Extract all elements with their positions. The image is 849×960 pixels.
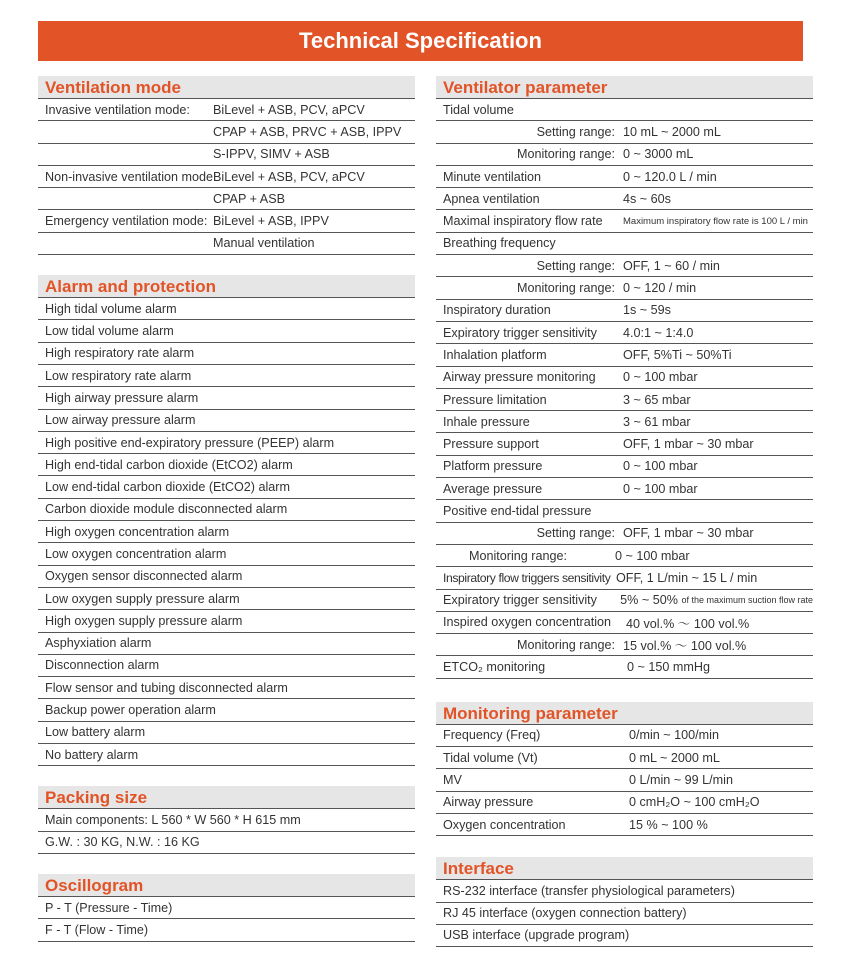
monitoring-parameter-section: [436, 702, 813, 836]
row-label: Breathing frequency: [443, 236, 556, 251]
list-item: [436, 769, 813, 791]
row-label: Monitoring range:: [516, 637, 615, 652]
row-value: 0 ~ 100 mbar: [623, 459, 698, 474]
row-value: 5% ~ 50%: [620, 593, 678, 608]
item-text: High respiratory rate alarm: [45, 346, 195, 361]
row-label: Platform pressure: [443, 459, 543, 474]
list-item: [436, 277, 813, 299]
row-label: Setting range:: [536, 258, 615, 273]
row-value: BiLevel + ASB, PCV, aPCV: [213, 169, 365, 184]
item-text: RS-232 interface (transfer physiological parameters): [443, 883, 735, 898]
list-item: [38, 633, 415, 655]
row-label: Airway pressure: [443, 795, 534, 810]
item-text: P - T (Pressure - Time): [45, 900, 173, 915]
row-value: 40 vol.% ～ 100 vol.%: [626, 616, 750, 631]
row-value: 0 ~ 3000 mL: [623, 147, 694, 162]
list-item: [436, 322, 813, 344]
list-item: [436, 903, 813, 925]
row-value: Manual ventilation: [213, 236, 315, 251]
row-label: MV: [443, 772, 462, 787]
section-heading: Oscillogram: [38, 874, 415, 897]
row-label: Tidal volume: [443, 102, 514, 117]
ventilation-mode-section: [38, 76, 415, 255]
row-value: 0/min ~ 100/min: [629, 728, 719, 743]
row-label: Inspiratory flow triggers sensitivity: [443, 570, 611, 585]
list-item: [436, 433, 813, 455]
item-text: Low battery alarm: [45, 725, 146, 740]
item-text: Carbon dioxide module disconnected alarm: [45, 502, 288, 517]
row-value: 0 ~ 100 mbar: [615, 548, 690, 563]
list-item: [436, 792, 813, 814]
item-text: Low tidal volume alarm: [45, 324, 174, 339]
row-value: BiLevel + ASB, PCV, aPCV: [213, 102, 365, 117]
row-label: Inhale pressure: [443, 414, 530, 429]
item-text: No battery alarm: [45, 747, 139, 762]
row-value: Maximum inspiratory flow rate is 100 L / min: [623, 215, 808, 227]
packing-size-section: [38, 786, 415, 854]
item-text: High airway pressure alarm: [45, 390, 199, 405]
list-item: [38, 298, 415, 320]
list-item: [436, 545, 813, 567]
list-item: [38, 476, 415, 498]
list-item: [436, 188, 813, 210]
list-item: [38, 832, 415, 854]
list-item: [38, 121, 415, 143]
list-item: [436, 166, 813, 188]
list-item: [38, 543, 415, 565]
section-heading: Monitoring parameter: [436, 702, 813, 725]
list-item: [436, 210, 813, 232]
list-item: [38, 343, 415, 365]
row-label: Monitoring range:: [516, 281, 615, 296]
row-label: Non-invasive ventilation mode:: [45, 169, 217, 184]
list-item: [436, 478, 813, 500]
row-label: Pressure support: [443, 437, 539, 452]
item-text: High oxygen concentration alarm: [45, 524, 230, 539]
row-label: Emergency ventilation mode:: [45, 214, 208, 229]
list-item: [38, 722, 415, 744]
row-label: Maximal inspiratory flow rate: [443, 214, 603, 229]
section-heading: Interface: [436, 857, 813, 880]
list-item: [436, 656, 813, 678]
list-item: [38, 166, 415, 188]
row-value: 3 ~ 61 mbar: [623, 414, 691, 429]
interface-section: [436, 857, 813, 947]
list-item: [38, 188, 415, 210]
item-text: High end-tidal carbon dioxide (EtCO2) alarm: [45, 457, 293, 472]
section-heading: Ventilation mode: [38, 76, 415, 99]
item-text: Low oxygen concentration alarm: [45, 546, 227, 561]
list-item: [38, 677, 415, 699]
list-item: [436, 121, 813, 143]
list-item: [38, 521, 415, 543]
list-item: [38, 410, 415, 432]
list-item: [436, 500, 813, 522]
row-label: Positive end-tidal pressure: [443, 503, 592, 518]
row-label: Tidal volume (Vt): [443, 750, 538, 765]
row-label: Invasive ventilation mode:: [45, 102, 190, 117]
section-heading: Packing size: [38, 786, 415, 809]
row-value: OFF, 1 ~ 60 / min: [623, 258, 720, 273]
item-text: RJ 45 interface (oxygen connection battery): [443, 906, 687, 921]
list-item: [38, 99, 415, 121]
row-value: 0 ~ 100 mbar: [623, 481, 698, 496]
row-value: 0 mL ~ 2000 mL: [629, 750, 720, 765]
row-value: 0 cmH₂O ~ 100 cmH₂O: [629, 795, 760, 810]
list-item: [38, 744, 415, 766]
item-text: Low respiratory rate alarm: [45, 368, 192, 383]
list-item: [436, 523, 813, 545]
left-column: [38, 76, 415, 942]
list-item: [436, 925, 813, 947]
list-item: [436, 814, 813, 836]
item-text: G.W. : 30 KG, N.W. : 16 KG: [45, 835, 200, 850]
list-item: [38, 897, 415, 919]
list-item: [38, 499, 415, 521]
row-value: CPAP + ASB, PRVC + ASB, IPPV: [213, 124, 402, 139]
item-text: High positive end-expiratory pressure (PEEP) alarm: [45, 435, 335, 450]
section-heading: Ventilator parameter: [436, 76, 813, 99]
right-column: [436, 76, 813, 947]
item-text: Low end-tidal carbon dioxide (EtCO2) alarm: [45, 480, 290, 495]
row-label: Pressure limitation: [443, 392, 547, 407]
list-item: [38, 655, 415, 677]
item-text: Disconnection alarm: [45, 658, 160, 673]
item-text: F - T (Flow - Time): [45, 922, 149, 937]
row-value: 0 ~ 120 / min: [623, 281, 697, 296]
list-item: [38, 566, 415, 588]
list-item: [38, 320, 415, 342]
list-item: [436, 255, 813, 277]
item-text: Low oxygen supply pressure alarm: [45, 591, 240, 606]
list-item: [38, 454, 415, 476]
row-value: 10 mL ~ 2000 mL: [623, 124, 721, 139]
page-title: Technical Specification: [38, 21, 803, 61]
row-value: OFF, 1 L/min ~ 15 L / min: [616, 570, 758, 585]
row-label: Inspiratory duration: [443, 303, 551, 318]
row-value: 0 ~ 100 mbar: [623, 370, 698, 385]
oscillogram-section: [38, 874, 415, 942]
list-item: [436, 389, 813, 411]
row-note: of the maximum suction flow rate: [681, 595, 813, 606]
list-item: [38, 699, 415, 721]
row-label: Inhalation platform: [443, 347, 547, 362]
row-label: ETCO₂ monitoring: [443, 660, 546, 675]
alarm-protection-section: [38, 275, 415, 766]
row-label: Setting range:: [536, 124, 615, 139]
row-value: OFF, 1 mbar ~ 30 mbar: [623, 437, 754, 452]
item-text: USB interface (upgrade program): [443, 928, 630, 943]
row-label: Inspired oxygen concentration: [443, 615, 612, 630]
row-value: 15 vol.% ～ 100 vol.%: [623, 639, 747, 654]
row-label: Apnea ventilation: [443, 191, 540, 206]
list-item: [436, 144, 813, 166]
list-item: [38, 432, 415, 454]
row-value: BiLevel + ASB, IPPV: [213, 214, 329, 229]
item-text: Asphyxiation alarm: [45, 636, 152, 651]
list-item: [436, 99, 813, 121]
row-value: 3 ~ 65 mbar: [623, 392, 691, 407]
row-value: 15 % ~ 100 %: [629, 817, 708, 832]
row-label: Minute ventilation: [443, 169, 542, 184]
list-item: [38, 365, 415, 387]
row-value: OFF, 5%Ti ~ 50%Ti: [623, 347, 732, 362]
row-label: Setting range:: [536, 526, 615, 541]
list-item: [38, 210, 415, 232]
row-label: Expiratory trigger sensitivity: [443, 593, 597, 608]
list-item: [38, 809, 415, 831]
row-label: Oxygen concentration: [443, 817, 566, 832]
row-value: CPAP + ASB: [213, 191, 285, 206]
list-item: [436, 456, 813, 478]
list-item: [38, 233, 415, 255]
list-item: [436, 634, 813, 656]
list-item: [436, 567, 813, 589]
item-text: High oxygen supply pressure alarm: [45, 613, 243, 628]
list-item: [436, 747, 813, 769]
item-text: Low airway pressure alarm: [45, 413, 196, 428]
row-label: Airway pressure monitoring: [443, 370, 596, 385]
row-value: 4.0:1 ~ 1:4.0: [623, 325, 694, 340]
row-value: S-IPPV, SIMV + ASB: [213, 147, 330, 162]
row-label: Expiratory trigger sensitivity: [443, 325, 597, 340]
item-text: Main components: L 560 * W 560 * H 615 mm: [45, 812, 301, 827]
section-heading: Alarm and protection: [38, 275, 415, 298]
list-item: [436, 590, 813, 612]
list-item: [436, 300, 813, 322]
row-value: 0 ~ 150 mmHg: [627, 660, 710, 675]
list-item: [38, 387, 415, 409]
row-value: 0 ~ 120.0 L / min: [623, 169, 717, 184]
row-value: OFF, 1 mbar ~ 30 mbar: [623, 526, 754, 541]
item-text: High tidal volume alarm: [45, 301, 177, 316]
row-label: Monitoring range:: [468, 548, 567, 563]
list-item: [436, 367, 813, 389]
item-text: Oxygen sensor disconnected alarm: [45, 569, 243, 584]
row-value: 4s ~ 60s: [623, 191, 671, 206]
list-item: [436, 880, 813, 902]
list-item: [38, 610, 415, 632]
list-item: [436, 411, 813, 433]
list-item: [38, 588, 415, 610]
list-item: [38, 144, 415, 166]
ventilator-parameter-section: [436, 76, 813, 679]
list-item: [436, 612, 813, 634]
row-value: 0 L/min ~ 99 L/min: [629, 772, 733, 787]
row-value: 1s ~ 59s: [623, 303, 671, 318]
row-label: Frequency (Freq): [443, 728, 541, 743]
list-item: [436, 725, 813, 747]
list-item: [38, 919, 415, 941]
row-label: Average pressure: [443, 481, 543, 496]
item-text: Flow sensor and tubing disconnected alarm: [45, 680, 288, 695]
row-label: Monitoring range:: [516, 147, 615, 162]
item-text: Backup power operation alarm: [45, 703, 216, 718]
list-item: [436, 344, 813, 366]
list-item: [436, 233, 813, 255]
